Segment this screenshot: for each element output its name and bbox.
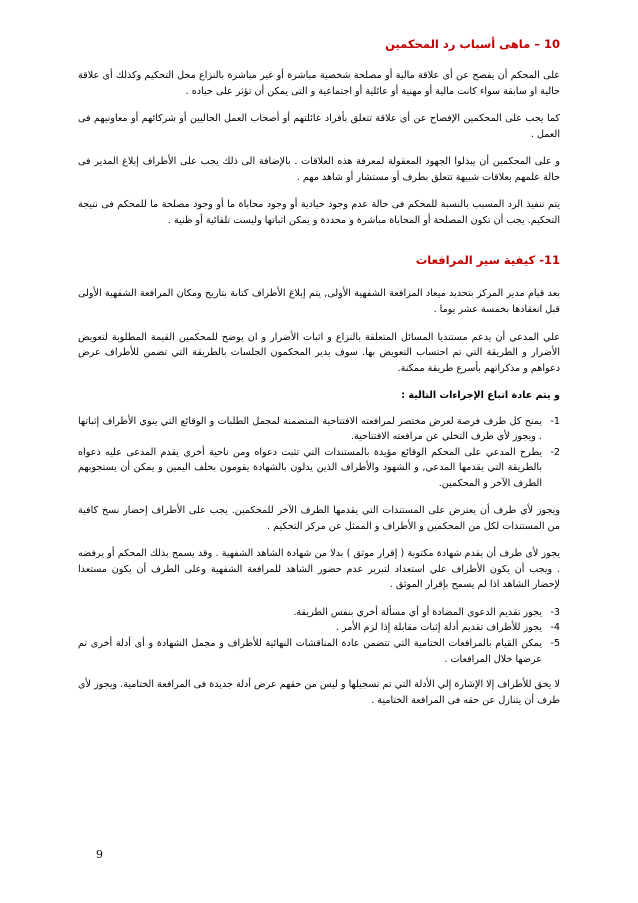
section-10-heading: 10 – ماهى أسباب رد المحكمين bbox=[385, 37, 560, 51]
document-page bbox=[78, 36, 560, 720]
section-10-paragraph-1: على المحكم أن يفصح عن أى علاقة مالية أو مصلحة شخصية مباشرة أو غير مباشرة بالنزاع محل التحكيم وكذلك أى علاقة حالية او سابقة سواء كانت مالية أو مهنية أو عائلية أو اجتماعية و التى يمكن أن تؤثر على حياده . bbox=[78, 70, 560, 97]
section-11-paragraph-1: بعد قيام مدير المركز بتحديد ميعاد المرافعة الشفهية الأولى, يتم إبلاغ الأطراف كتابة بتاريخ ومكان المرافعة الشفهية الأولى قبل انعقادها بخمسة عشر يوما . bbox=[78, 288, 560, 315]
procedure-number: 1- bbox=[550, 415, 560, 427]
procedure-item-5 bbox=[78, 636, 560, 667]
procedure-number: 4- bbox=[550, 622, 560, 634]
page-number: 9 bbox=[96, 848, 103, 861]
section-11-paragraph-2: علي المدعي أن يدعم مستنديا المسائل المتعلقة بالنزاع و اثبات الأضرار و ان يوضح للمحكمين القيمة المطلوبة لتعويض الأضرار و الطريقة التي تم احتساب التعويض بها. سوف يدير المحكمون الجلسات بالطريقة التي تضمن للأطراف عرض دعواهم و مذكراتهم بأسرع طريقة ممكنة. bbox=[78, 331, 560, 374]
procedure-item-1 bbox=[78, 414, 560, 445]
procedure-text: يطرح المدعي على المحكم الوقائع مؤيدة بالمستندات التي تثبت دعواه ومن ناحية أخرى يقدم المدعى عليه دعواه بالطريقة التي يقدمها المدعي, و الشهود والأطراف الذين يدلون بالشهادة يقومون بحلف اليمين و يمكن أن يستجوبهم الطرف الآخر و المحكمين. bbox=[78, 446, 542, 489]
procedure-list-a bbox=[78, 414, 560, 492]
procedure-text: يجوز للأطراف تقديم أدلة إثبات مقابلة إذا لزم الأمر . bbox=[335, 622, 542, 634]
procedure-number: 3- bbox=[550, 606, 560, 618]
procedure-list-b bbox=[78, 605, 560, 667]
section-11-heading: 11- كيفية سير المرافعات bbox=[415, 253, 560, 268]
written-testimony-paragraph: يجوز لأى طرف أن يقدم شهادة مكتوبة ( إقرار موثق ) بدلا من شهادة الشاهد الشفهية . وقد يسمح بذلك المحكم أو يرفضه . ويجب أن يكون الأطراف علي استعداد لتبرير عدم حضور الشاهد للمرافعة الشفهية وعلى الطرف أن يكون مستعدا لإحضار الشاهد اذا لم يسمح بإقرار الموثق . bbox=[78, 548, 560, 591]
procedure-text: يمكن القيام بالمرافعات الختامية التي تتضمن عادة المناقشات النهائية للأطراف و مجمل الشهادة و أى أدلة أخرى تم عرضها خلال المرافعات . bbox=[78, 638, 542, 665]
procedure-text: يمنح كل طرف فرصة لعرض مختصر لمرافعته الافتتاحية المتضمنة لمجمل الطلبات و الوقائع التي ينوي الأطراف إثباتها . ويجوز لأي طرف التخلي عن مرافعته الافتتاحية. bbox=[78, 415, 542, 443]
procedure-number: 2- bbox=[550, 446, 560, 458]
procedure-item-3 bbox=[78, 605, 560, 621]
procedure-number: 5- bbox=[550, 638, 560, 649]
procedure-item-4 bbox=[78, 620, 560, 636]
closing-paragraph: لا يحق للأطراف إلا الإشارة إلي الأدلة التي تم تسجيلها و ليس من حقهم عرض أدلة جديدة فى المرافعة الختامية. ويجوز لأى طرف أن يتنازل عن حقه فى المرافعة الختامية . bbox=[78, 679, 560, 706]
procedure-text: يجوز تقديم الدعوى المضادة أو أي مسألة أخري بنفس الطريقة. bbox=[293, 606, 542, 618]
documents-objection-paragraph: ويجوز لأي طرف أن يعترض على المستندات التي يقدمها الطرف الآخر للمحكمين. يجب على الأطراف إحضار نسخ كافية من المستندات لكل من المحكمين و الأطراف و الممثل عن مركز التحكيم . bbox=[78, 505, 560, 532]
procedure-item-2 bbox=[78, 445, 560, 492]
procedures-lead: و يتم عادة اتباع الإجراءات التالية : bbox=[401, 390, 560, 402]
section-10-paragraph-2: كما يجب على المحكمين الإفصاح عن أى علاقة تتعلق بأفراد عائلتهم أو أصحاب العمل الحاليين أو شركائهم أو معاونيهم فى العمل . bbox=[78, 113, 560, 140]
section-10-paragraph-3: و على المحكمين أن يبذلوا الجهود المعقولة لمعرفة هذه العلاقات . بالإضافة الى ذلك يجب على الأطراف إبلاغ المدير فى حالة علمهم بعلاقات شبيهة تتعلق بطرف أو مستشار أو شاهد مهم . bbox=[78, 156, 560, 183]
section-10-paragraph-4: يتم تنفيذ الرد المسبب بالنسبة للمحكم فى حالة عدم وجود حيادية أو وجود محاباة ما أو وجود مصلحة ما للمحكم فى نتيجة التحكيم. يجب أن تكون المصلحة أو المحاباة مباشرة و محددة و يمكن اثباتها وليست تلقائية أو ظنية . bbox=[78, 199, 560, 226]
